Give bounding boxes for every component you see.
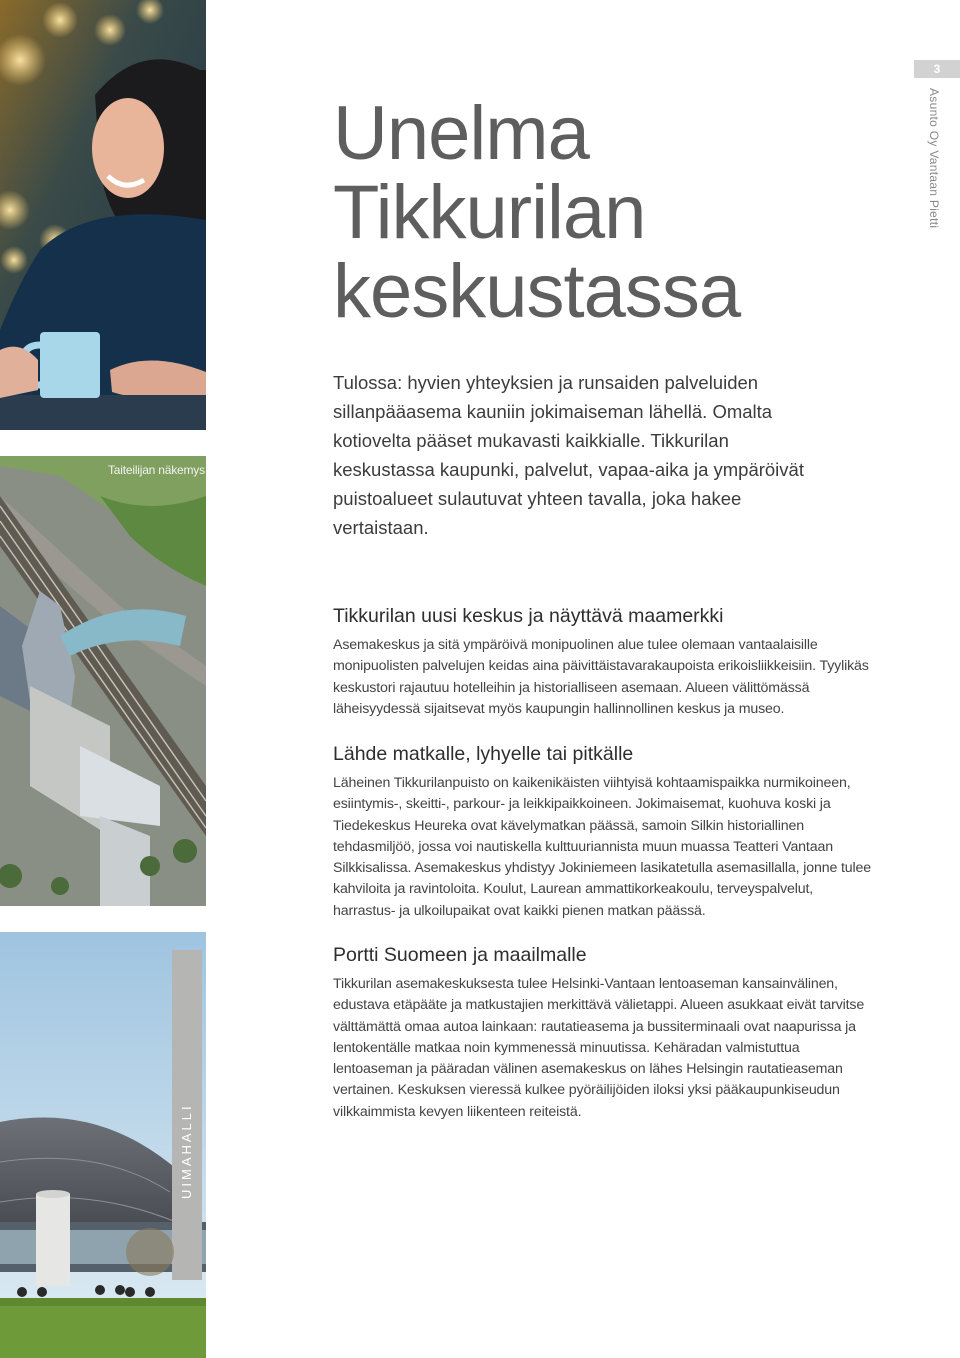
section-heading: Portti Suomeen ja maailmalle: [333, 944, 587, 966]
section-heading: Lähde matkalle, lyhyelle tai pitkälle: [333, 743, 634, 765]
title-line: Tikkurilan: [333, 170, 646, 255]
title-line: keskustassa: [333, 249, 741, 334]
page-number: 3: [914, 60, 960, 78]
side-label: Asunto Oy Vantaan Pietti: [927, 88, 941, 229]
uimahalli-sign: UIMAHALLI: [179, 1103, 194, 1199]
page-title: [333, 91, 741, 334]
aerial-render-image: [0, 456, 206, 906]
swimming-hall-photo: [0, 932, 206, 1358]
section-body: Läheinen Tikkurilanpuisto on kaikenikäisten viihtyisä kohtaamispaikka nurmikoineen, esiintymis-, skeitti-, parkour- ja leikkipaikkoineen. Jokimaisemat, kuohuva koski ja Tiedekeskus Heureka ovat kävelymatkan päässä, samoin Silkin historiallinen tehdasmiljöö, jossa voi nautiskella kulttuuriannista muun muassa Teatteri Vantaan Silkkisalissa. Asemakeskus yhdistyy Jokiniemeen lasikatetulla asemasillalla, jonne tulee kahviloita ja ravintoloita. Koulut, Laurean ammattikorkeakoulu, terveyspalvelut, harrastus- ja ulkoilupaikat ovat kaikki pienen matkan päässä.: [333, 775, 872, 919]
title-line: Unelma: [333, 91, 589, 176]
cafe-photo: [0, 0, 206, 430]
image-caption: Taiteilijan näkemys: [108, 463, 205, 477]
section-body: Asemakeskus ja sitä ympäröivä monipuolinen alue tulee olemaan vantaalaisille monipuolisten palvelujen keidas aina päivittäistavarakaupoista erikoisliikkeisiin. Tyylikäs keskustori rajautuu hotelleihin ja historialliseen asemaan. Alueen välittömässä läheisyydessä sijaitsevat myös kaupungin hallinnollinen keskus ja museo.: [333, 637, 869, 717]
section-heading: Tikkurilan uusi keskus ja näyttävä maamerkki: [333, 605, 724, 627]
section-travel: [333, 741, 878, 922]
section-new-centre: [333, 603, 878, 720]
section-body: Tikkurilan asemakeskuksesta tulee Helsinki-Vantaan lentoaseman kansainvälinen, edustava etäpääte ja matkustajien merkittävä välietappi. Alueen asukkaat eivät tarvitse välttämättä omaa autoa lainkaan: rautatieasema ja bussiterminaali ovat naapurissa ja lentokentälle matkaa noin kymmenessä minuutissa. Kehäradan valmistuttua lentoaseman ja pääradan välinen asemakeskus on lähes Helsingin rautatieaseman vertainen. Keskuksen vieressä kulkee pyöräilijöiden iloksi yksi pääkaupunkiseudun vilkkaimmista kevyen liikenteen reiteistä.: [333, 976, 865, 1120]
intro-paragraph: Tulossa: hyvien yhteyksien ja runsaiden palveluiden sillanpääasema kauniin jokimaiseman lähellä. Omalta kotiovelta pääset mukavasti kaikkialle. Tikkurilan keskustassa kaupunki, palvelut, vapaa-aika ja ympäröivät puistoalueet sulautuvat yhteen tavalla, joka hakee vertaistaan.: [333, 372, 804, 538]
section-gateway: [333, 942, 878, 1123]
